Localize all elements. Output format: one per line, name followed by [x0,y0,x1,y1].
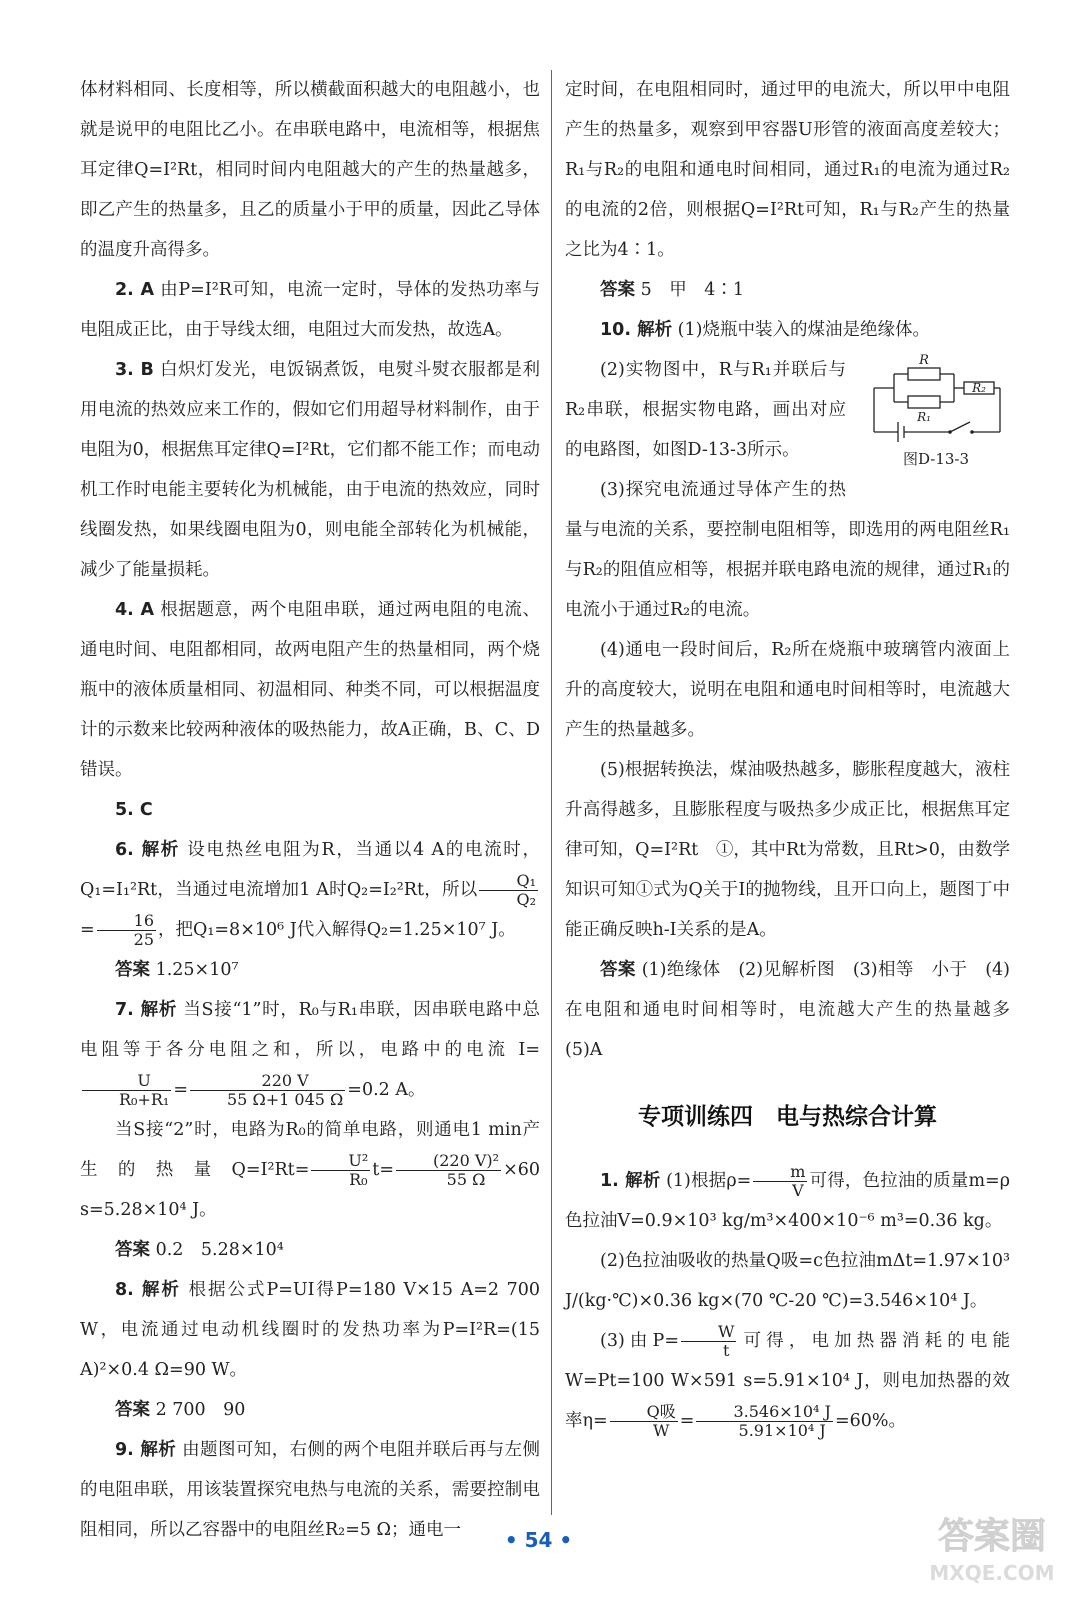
fraction-denominator: 55 Ω+1 045 Ω [227,1090,344,1109]
answer-line-6 [80,950,540,990]
item-text: 由题图可知，右侧的两个电阻并联后再与左侧的电阻串联，用该装置探究电热与电流的关系，需要控制电阻相同，所以乙容器中的电阻丝R₂=5 Ω；通电一 [80,1440,540,1540]
page-number: • 54 • [504,1528,573,1552]
fraction-denominator: R₀ [349,1170,368,1189]
fraction [696,1403,832,1441]
fraction [396,1152,501,1190]
answer-item-10-part4: (4)通电一段时间后，R₂所在烧瓶中玻璃管内液面上升的高度较大，说明在电阻和通电时间相等时，电流越大产生的热量越多。 [565,640,1010,740]
watermark-logo [917,1500,1067,1592]
answer-item-7-part2 [80,1110,540,1230]
resistor-R2-label: R₂ [972,381,986,395]
item-number: 1. 解析 [600,1171,661,1191]
item-text: =0.2 A。 [347,1080,426,1100]
answer-label: 答案 [600,960,636,980]
answer-value: 0.2 5.28×10⁴ [155,1240,284,1260]
item-text: 可得，电加热器消耗的电能W=Pt=100 W×591 s=5.91×10⁴ J，则电加热器的效率η= [565,1331,1011,1431]
item-number: 10. 解析 [600,320,673,340]
fraction-numerator: 16 [97,912,156,931]
fraction-numerator: U [82,1072,171,1091]
item-text: t= [372,1160,394,1180]
answer-line-8 [80,1390,540,1430]
fraction [753,1163,807,1201]
answer-value: 2 700 90 [155,1400,246,1420]
item-text: 可得，色拉油的质量m=ρ色拉油V=0.9×10³ kg/m³×400×10⁻⁶ m³=0.36 kg。 [565,1171,1010,1231]
right-column [565,70,1028,1441]
fraction-denominator: Q₂ [516,890,536,909]
fraction [479,872,538,910]
resistor-R-label: R [919,353,929,368]
fraction-denominator: 55 Ω [446,1170,486,1189]
answer-item-9-continued: 定时间，在电阻相同时，通过甲的电流大，所以甲中电阻产生的热量多，观察到甲容器U形管的液面高度差较大；R₁与R₂的电阻和通电时间相同，通过R₁的电流为通过R₂的电流的2倍，则根据Q=I²Rt可知，R₁与R₂产生的热量之比为4∶1。 [565,80,1010,260]
fraction [82,1072,171,1110]
fraction-denominator: R₀+R₁ [119,1090,170,1109]
item-text: 根据题意，两个电阻串联，通过两电阻的电流、通电时间、电阻都相同，故两电阻产生的热量相同，两个烧瓶中的液体质量相同、初温相同、种类不同，可以根据温度计的示数来比较两种液体的吸热能力，故A正确，B、C、D错误。 [80,600,540,780]
equals-sign: = [80,920,95,940]
answer-value: 5 甲 4∶1 [640,280,744,300]
item-number: 7. 解析 [115,1000,178,1020]
fraction [97,912,156,950]
fraction-denominator: t [723,1341,730,1360]
answer-item-10-part3: (3)探究电流通过导体产生的热量与电流的关系，要控制电阻相等，即选用的两电阻丝R₁与R₂的阻值应相等，根据并联电路电流的规律，通过R₁的电流小于通过R₂的电流。 [565,480,1010,620]
answer-label: 答案 [115,960,150,980]
answer-item-2 [80,270,540,350]
fraction-numerator: 3.546×10⁴ J [696,1403,832,1422]
fraction [311,1152,370,1190]
item-text: ，把Q₁=8×10⁶ J代入解得Q₂=1.25×10⁷ J。 [158,920,516,940]
answer-label: 答案 [600,280,635,300]
item-number: 8. 解析 [115,1280,181,1300]
answer-item-6 [80,830,540,950]
section-item-1-part2: (2)色拉油吸收的热量Q吸=c色拉油mΔt=1.97×10³ J/(kg·℃)×0.36 kg×(70 ℃-20 ℃)=3.546×10⁴ J。 [565,1251,1010,1311]
item-text: (1)烧瓶中装入的煤油是绝缘体。 [677,320,930,340]
answer-item-8 [80,1270,540,1390]
item-text: 由P=I²R可知，电流一定时，导体的发热功率与电阻成正比，由于导线太细，电阻过大而发热，故选A。 [80,280,540,340]
answer-item-5 [80,790,540,830]
answer-item-10-part5: (5)根据转换法，煤油吸热越多，膨胀程度越大，液柱升高得越多，且膨胀程度与吸热多少成正比，根据焦耳定律可知，Q=I²Rt ①，其中Rt为常数，且Rt>0，由数学知识可知①式为Q关于I的抛物线，且开口向上，题图丁中能正确反映h-I关系的是A。 [565,760,1010,940]
item-text: (3)由P= [600,1331,679,1351]
resistor-R1-label: R₁ [917,410,931,424]
item-number: 5. C [115,800,153,820]
item-text: ×60 s=5.28×10⁴ J。 [80,1160,540,1220]
item-text: 根据公式P=UI得P=180 V×15 A=2 700 W，电流通过电动机线圈时的发热功率为P=I²R=(15 A)²×0.4 Ω=90 W。 [80,1280,540,1380]
answer-label: 答案 [115,1400,150,1420]
answer-line-9 [565,270,1010,310]
fraction [681,1323,736,1361]
item-text: 白炽灯发光，电饭锅煮饭，电熨斗熨衣服都是利用电流的热效应来工作的，假如它们用超导材料制作，由于电阻为0，根据焦耳定律Q=I²Rt，它们都不能工作；而电动机工作时电能主要转化为机械能，由于电流的热效应，同时线圈发热，如果线圈电阻为0，则电能全部转化为机械能，减少了能量损耗。 [80,360,540,580]
answer-line-7 [80,1230,540,1270]
column-divider [551,70,552,1515]
answer-label: 答案 [115,1240,150,1260]
item-text: 设电热丝电阻为R，当通以4 A的电流时，Q₁=I₁²Rt，当通过电流增加1 A时Q₂=I₂²Rt，所以 [80,840,540,900]
equals-sign: = [679,1411,695,1431]
item-number: 4. A [115,600,155,620]
circuit-figure [862,350,1010,470]
section-item-1-part3 [565,1321,1010,1441]
answer-item-7 [80,990,540,1110]
item-text: (1)根据ρ= [666,1171,752,1191]
section-title: 专项训练四 电与热综合计算 [638,1104,937,1130]
fraction-numerator: W [681,1323,736,1342]
answer-item-4 [80,590,540,790]
equals-sign: = [173,1080,188,1100]
answer-value: 1.25×10⁷ [155,960,239,980]
fraction [610,1403,678,1441]
answer-value: (1)绝缘体 (2)见解析图 (3)相等 小于 (4)在电阻和通电时间相等时，电流越大产生的热量越多 (5)A [565,960,1028,1060]
item-number: 3. B [115,360,154,380]
paragraph-continued: 体材料相同、长度相等，所以横截面积越大的电阻越小，也就是说甲的电阻比乙小。在串联电路中，电流相等，根据焦耳定律Q=I²Rt，相同时间内电阻越大的产生的热量越多，即乙产生的热量多，且乙的质量小于甲的质量，因此乙导体的温度升高得多。 [80,80,540,260]
figure-caption: 图D-13-3 [902,450,970,468]
answer-item-10 [565,310,1010,350]
fraction-numerator: 220 V [190,1072,345,1091]
fraction-numerator: Q吸 [610,1403,678,1422]
fraction-denominator: 5.91×10⁴ J [738,1421,826,1440]
item-text: 当S接“2”时，电路为R₀的简单电路，则通电1 min产生的热量Q=I²Rt= [80,1120,540,1180]
circuit-diagram [866,352,1006,442]
item-text: 当S接“1”时，R₀与R₁串联，因串联电路中总电阻等于各分电阻之和，所以，电路中的电流 I= [80,1000,540,1060]
fraction-denominator: V [792,1181,804,1200]
fraction-numerator: m [753,1163,807,1182]
section-item-1 [565,1161,1010,1241]
fraction-denominator: W [652,1421,670,1440]
fraction-numerator: U² [311,1152,370,1171]
watermark-url: MXQE.COM [929,1561,1055,1585]
left-column [80,70,540,1550]
item-number: 6. 解析 [115,840,180,860]
fraction [190,1072,345,1110]
fraction-numerator: Q₁ [479,872,538,891]
answer-item-10-part2: (2)实物图中，R与R₁并联后与R₂串联，根据实物电路，画出对应的电路图，如图D-13-3所示。 [565,360,846,460]
fraction-denominator: 25 [133,930,155,949]
fraction-numerator: (220 V)² [396,1152,501,1171]
item-number: 2. A [115,280,155,300]
item-number: 9. 解析 [115,1440,177,1460]
watermark-text: 答案圈 [937,1516,1047,1557]
answer-line-10 [565,950,1028,1070]
item-text: =60%。 [834,1411,906,1431]
answer-item-3 [80,350,540,590]
